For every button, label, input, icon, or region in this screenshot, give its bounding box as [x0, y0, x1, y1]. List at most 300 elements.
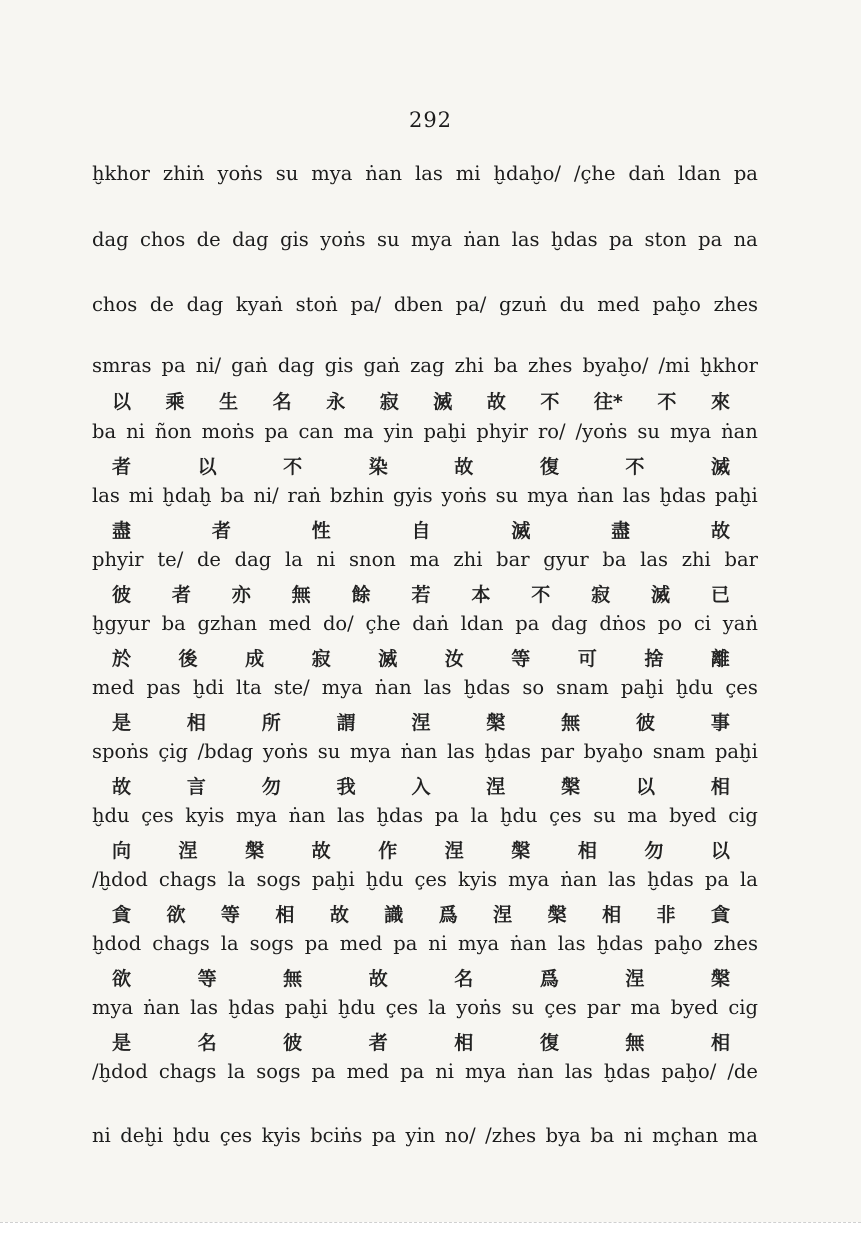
han-char: 滅 [710, 456, 730, 478]
word: mya [508, 868, 550, 891]
han-char: 爲 [539, 968, 559, 990]
text-line [92, 293, 758, 316]
word: ḫdas [659, 484, 707, 507]
text-line [92, 228, 758, 251]
han-char: 自 [411, 520, 431, 542]
word: pa [400, 1060, 425, 1083]
word: zag [410, 354, 445, 377]
word: dṅos [599, 612, 647, 635]
word: la [470, 804, 489, 827]
word: byed [670, 996, 719, 1019]
han-char: 復 [539, 456, 559, 478]
han-char: 離 [710, 648, 730, 670]
word: ma [627, 804, 658, 827]
han-char: 以 [197, 456, 217, 478]
word: ḫdu [172, 1124, 211, 1147]
han-char: 我 [336, 776, 356, 798]
word: ṅan [463, 228, 501, 251]
word: mi [455, 162, 481, 185]
word: su [275, 162, 299, 185]
word: yoṅs [217, 162, 263, 185]
word: paḫi [620, 676, 664, 699]
word: mya [349, 740, 392, 763]
word: çes [725, 676, 758, 699]
han-char: 以 [112, 391, 132, 413]
word: de [196, 228, 221, 251]
word: paḫo/ [661, 1060, 717, 1083]
word: gaṅ [231, 354, 268, 377]
word: ḫkhor [699, 354, 758, 377]
word: pa [609, 228, 634, 251]
word: ñon [154, 420, 192, 443]
word: ḫkhor [92, 162, 150, 185]
word: çes [141, 804, 174, 827]
han-char: 乘 [165, 391, 185, 413]
text-line [92, 932, 758, 955]
word: la [740, 868, 758, 891]
han-char: 來 [710, 391, 730, 413]
word: ma [409, 548, 440, 571]
han-char: 故 [112, 776, 132, 798]
word: moṅs [201, 420, 255, 443]
word: stoṅ [295, 293, 338, 316]
word: /mi [658, 354, 690, 377]
text-line [92, 1060, 758, 1083]
han-char: 不 [540, 391, 560, 413]
han-char: 槃 [710, 968, 730, 990]
word: cig [728, 996, 758, 1019]
word: gzuṅ [499, 293, 547, 316]
word: dag [551, 612, 588, 635]
word: çes [414, 868, 447, 891]
word: ni [316, 548, 336, 571]
word: zhi [681, 548, 711, 571]
han-char: 以 [636, 776, 656, 798]
word: mya [458, 932, 500, 955]
word: pa [704, 868, 729, 891]
word: mi [128, 484, 154, 507]
han-char: 染 [368, 456, 388, 478]
word: pa/ [455, 293, 487, 316]
word: yin [405, 1124, 436, 1147]
word: çhe [365, 612, 401, 635]
word: su [511, 996, 535, 1019]
word: kyis [185, 804, 225, 827]
word: las [622, 484, 651, 507]
word: yoṅs [320, 228, 366, 251]
chinese-gloss-row [112, 836, 730, 863]
word: sogs [256, 868, 301, 891]
han-char: 以 [710, 840, 730, 862]
han-char: 槃 [561, 776, 581, 798]
word: pa [515, 612, 540, 635]
text-line [92, 612, 758, 635]
text-line [92, 354, 758, 377]
text-line [92, 676, 758, 699]
word: dag [186, 293, 224, 316]
han-char: 向 [112, 840, 132, 862]
han-char: 勿 [261, 776, 281, 798]
chinese-gloss-row [112, 1028, 730, 1055]
word: ma [727, 1124, 758, 1147]
word: yoṅs [456, 996, 502, 1019]
han-char: 欲 [112, 968, 132, 990]
han-char: 言 [186, 776, 206, 798]
han-char: 餘 [351, 584, 371, 606]
han-char: 是 [112, 712, 132, 734]
word: chags [158, 868, 217, 891]
han-char: 涅 [625, 968, 645, 990]
han-char: 無 [561, 712, 581, 734]
han-char: 涅 [493, 904, 513, 926]
chinese-gloss-row [112, 900, 730, 927]
word: ḫdu [365, 868, 404, 891]
word: ba [590, 1124, 615, 1147]
han-char: 相 [186, 712, 206, 734]
word: ḫdaḫ [162, 484, 212, 507]
word: ṅan [517, 1060, 554, 1083]
word: no/ [444, 1124, 476, 1147]
word: pas [146, 676, 181, 699]
han-char: 寂 [379, 391, 399, 413]
han-char: 勿 [644, 840, 664, 862]
word: la [220, 932, 239, 955]
word: las [414, 162, 443, 185]
han-char: 爲 [438, 904, 458, 926]
word: med [268, 612, 312, 635]
chinese-gloss-row [112, 964, 730, 991]
word: gis [324, 354, 354, 377]
word: dag [234, 548, 272, 571]
word: /ḫdod [92, 1060, 148, 1083]
word: daṅ [412, 612, 449, 635]
word: ma [343, 420, 374, 443]
han-char: 非 [656, 904, 676, 926]
word: las [190, 996, 218, 1019]
word: /zhes [485, 1124, 537, 1147]
han-char: 者 [368, 1032, 388, 1054]
word: las [557, 932, 586, 955]
word: paḫi [423, 420, 467, 443]
word: mya [669, 420, 712, 443]
word: las [564, 1060, 593, 1083]
word: ci [693, 612, 712, 635]
word: ḫdu [337, 996, 376, 1019]
word: pa/ [350, 293, 382, 316]
word: mya [321, 676, 363, 699]
word: las [608, 868, 637, 891]
word: kyaṅ [235, 293, 283, 316]
word: ḫdas [484, 740, 532, 763]
word: /bdag [197, 740, 254, 763]
word: ḫdaḫo/ [493, 162, 561, 185]
han-char: 盡 [112, 520, 132, 542]
han-char: 貪 [710, 904, 730, 926]
word: yaṅ [722, 612, 758, 635]
word: su [317, 740, 341, 763]
word: çig [158, 740, 189, 763]
word: ḫdu [499, 804, 538, 827]
han-char: 可 [577, 648, 597, 670]
word: ṅan [577, 484, 614, 507]
word: par [586, 996, 621, 1019]
word: ston [644, 228, 687, 251]
word: ḫdas [228, 996, 275, 1019]
han-char: 等 [511, 648, 531, 670]
word: chags [158, 1060, 217, 1083]
han-char: 是 [112, 1032, 132, 1054]
word: deḫi [120, 1124, 164, 1147]
word: zhes [527, 354, 573, 377]
word: su [637, 420, 660, 443]
text-line [92, 162, 758, 185]
word: gyur [543, 548, 589, 571]
word: las [511, 228, 540, 251]
word: pa [161, 354, 186, 377]
han-char: 識 [384, 904, 404, 926]
word: ldan [460, 612, 504, 635]
word: kyis [261, 1124, 301, 1147]
word: paḫi [714, 740, 758, 763]
han-char: 槃 [547, 904, 567, 926]
word: pa [304, 932, 329, 955]
word: pa [311, 1060, 336, 1083]
word: gzhan [197, 612, 257, 635]
word: do/ [322, 612, 354, 635]
han-char: 涅 [178, 840, 198, 862]
word: ḫdu [92, 804, 130, 827]
word: de [149, 293, 174, 316]
word: ba [92, 420, 117, 443]
word: su [376, 228, 400, 251]
word: paḫi [714, 484, 758, 507]
word: ni [435, 1060, 454, 1083]
han-char: 復 [539, 1032, 559, 1054]
han-char: 作 [378, 840, 398, 862]
word: mya [235, 804, 278, 827]
word: mya [464, 1060, 507, 1083]
word: bzhin [329, 484, 385, 507]
word: lta [236, 676, 262, 699]
han-char: 亦 [231, 584, 251, 606]
han-char: 永 [326, 391, 346, 413]
word: pa [733, 162, 758, 185]
han-char: 名 [197, 1032, 217, 1054]
word: ḫdi [192, 676, 224, 699]
han-char: 於 [112, 648, 132, 670]
word: ḫdas [647, 868, 694, 891]
han-char: 無 [283, 968, 303, 990]
word: snam [556, 676, 609, 699]
han-char: 成 [245, 648, 265, 670]
text-line [92, 484, 758, 507]
word: pa [698, 228, 723, 251]
word: paḫo [652, 293, 701, 316]
word: çes [385, 996, 419, 1019]
word: las [446, 740, 475, 763]
word: ḫdas [463, 676, 511, 699]
chinese-gloss-row [112, 772, 730, 799]
word: chos [92, 293, 138, 316]
word: sogs [249, 932, 294, 955]
word: pa [393, 932, 418, 955]
han-char: 生 [219, 391, 239, 413]
word: ṅan [400, 740, 438, 763]
han-char: 入 [411, 776, 431, 798]
word: ba [220, 484, 245, 507]
han-char: 滅 [378, 648, 398, 670]
word: te/ [157, 548, 184, 571]
han-char: 滅 [511, 520, 531, 542]
word: ṅan [365, 162, 403, 185]
word: mya [410, 228, 453, 251]
scan-bottom-edge [0, 1222, 861, 1244]
word: po [657, 612, 683, 635]
word: byaḫo [583, 740, 644, 763]
word: mya [311, 162, 353, 185]
han-char: 若 [411, 584, 431, 606]
word: ste/ [273, 676, 310, 699]
word: ni [428, 932, 448, 955]
word: dag [277, 354, 315, 377]
han-char: 汝 [444, 648, 464, 670]
han-char: 盡 [611, 520, 631, 542]
word: la [428, 996, 447, 1019]
word: /de [727, 1060, 758, 1083]
han-char: 者 [112, 456, 132, 478]
han-char: 寂 [591, 584, 611, 606]
han-char: 者 [211, 520, 231, 542]
han-char: 名 [454, 968, 474, 990]
han-char: 涅 [411, 712, 431, 734]
word: ṅan [721, 420, 758, 443]
word: mya [92, 996, 134, 1019]
word: /yoṅs [575, 420, 628, 443]
word: ṅan [143, 996, 180, 1019]
word: med [92, 676, 135, 699]
word: ro/ [537, 420, 566, 443]
word: snam [652, 740, 706, 763]
word: du [559, 293, 585, 316]
han-char: 不 [657, 391, 677, 413]
word: snon [349, 548, 396, 571]
han-char: 相 [275, 904, 295, 926]
word: la [227, 1060, 246, 1083]
word: pa [434, 804, 459, 827]
word: las [640, 548, 669, 571]
han-char: 彼 [636, 712, 656, 734]
text-line [92, 1124, 758, 1147]
word: spoṅs [92, 740, 149, 763]
han-char: 名 [272, 391, 292, 413]
han-char: 不 [283, 456, 303, 478]
word: daṅ [628, 162, 666, 185]
han-char: 故 [486, 391, 506, 413]
han-char: 相 [602, 904, 622, 926]
word: kyis [458, 868, 498, 891]
han-char: 等 [220, 904, 240, 926]
word: ḫdas [550, 228, 598, 251]
word: sogs [256, 1060, 301, 1083]
han-char: 無 [291, 584, 311, 606]
word: pa [264, 420, 289, 443]
word: ḫdas [596, 932, 644, 955]
han-char: 槃 [511, 840, 531, 862]
chinese-gloss-row [112, 644, 730, 671]
word: ba [161, 612, 186, 635]
word: ni [126, 420, 145, 443]
han-char: 謂 [336, 712, 356, 734]
word: ba [602, 548, 627, 571]
word: las [92, 484, 120, 507]
han-char: 故 [368, 968, 388, 990]
text-line [92, 420, 758, 443]
word: yin [383, 420, 414, 443]
word: gyis [392, 484, 433, 507]
word: med [339, 932, 383, 955]
han-char: 捨 [644, 648, 664, 670]
word: ḫdas [603, 1060, 651, 1083]
word: las [337, 804, 365, 827]
word: yoṅs [262, 740, 309, 763]
word: med [597, 293, 640, 316]
han-char: 槃 [486, 712, 506, 734]
word: dben [393, 293, 443, 316]
han-char: 故 [710, 520, 730, 542]
han-char: 涅 [486, 776, 506, 798]
word: la [284, 548, 303, 571]
word: ṅan [288, 804, 326, 827]
word: ldan [678, 162, 721, 185]
word: raṅ [287, 484, 322, 507]
word: su [593, 804, 616, 827]
word: /çhe [573, 162, 616, 185]
word: ṅan [560, 868, 598, 891]
word: bar [724, 548, 758, 571]
word: ni [623, 1124, 643, 1147]
han-char: 所 [261, 712, 281, 734]
chinese-gloss-row [112, 516, 730, 543]
word: paḫo [654, 932, 703, 955]
word: pa [371, 1124, 397, 1147]
word: chos [140, 228, 186, 251]
chinese-gloss-row [112, 708, 730, 735]
word: cig [728, 804, 758, 827]
word: zhiṅ [162, 162, 205, 185]
text-line [92, 868, 758, 891]
han-char: 不 [625, 456, 645, 478]
word: chags [152, 932, 210, 955]
word: ba [493, 354, 518, 377]
word: çes [549, 804, 582, 827]
word: par [540, 740, 575, 763]
word: mya [527, 484, 569, 507]
word: ṅan [374, 676, 412, 699]
word: ni/ [195, 354, 222, 377]
han-char: 者 [171, 584, 191, 606]
page-number: 292 [408, 108, 453, 132]
word: paḫi [311, 868, 355, 891]
han-char: 欲 [166, 904, 186, 926]
word: gis [280, 228, 309, 251]
han-char: 滅 [651, 584, 671, 606]
word: de [196, 548, 221, 571]
han-char: 相 [710, 1032, 730, 1054]
han-char: 不 [531, 584, 551, 606]
han-char: 後 [178, 648, 198, 670]
chinese-gloss-row [112, 580, 730, 607]
text-line [92, 996, 758, 1019]
